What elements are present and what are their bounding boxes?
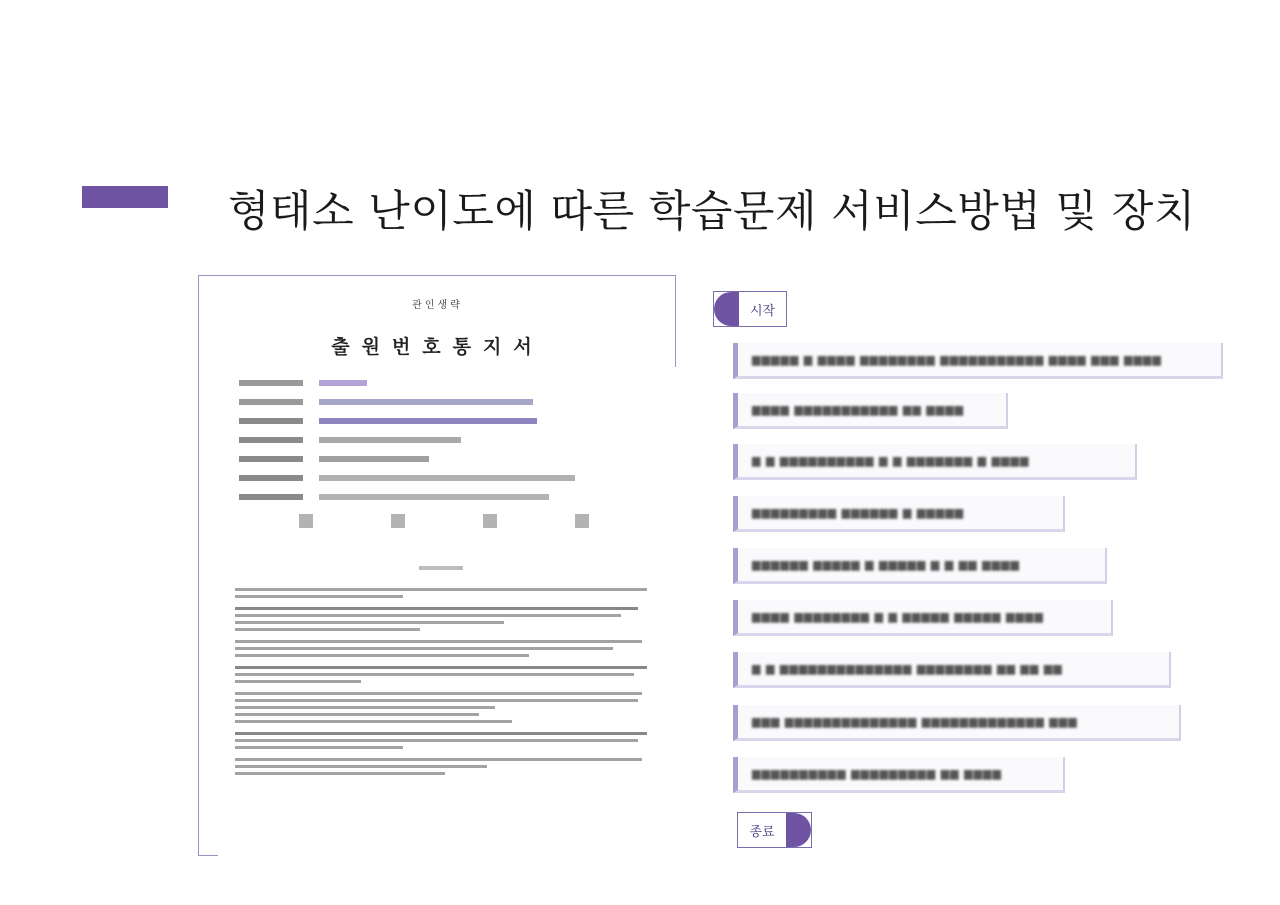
flowchart-end-label: 종료: [749, 824, 775, 840]
document-border: [675, 275, 676, 367]
patent-notice-document: [198, 275, 676, 855]
flowchart-step-9: ▆▆▆▆▆▆▆▆▆▆ ▆▆▆▆▆▆▆▆▆ ▆▆ ▆▆▆▆: [733, 757, 1065, 793]
document-border: [198, 855, 218, 856]
flowchart-step-2: ▆▆▆▆ ▆▆▆▆▆▆▆▆▆▆▆ ▆▆ ▆▆▆▆: [733, 393, 1008, 429]
document-seal-note: 관인생략: [412, 300, 463, 311]
flowchart-step-8: ▆▆▆ ▆▆▆▆▆▆▆▆▆▆▆▆▆▆ ▆▆▆▆▆▆▆▆▆▆▆▆▆ ▆▆▆: [733, 705, 1181, 741]
flowchart-step-1: ▆▆▆▆▆ ▆ ▆▆▆▆ ▆▆▆▆▆▆▆▆ ▆▆▆▆▆▆▆▆▆▆▆ ▆▆▆▆ ▆▆▆ ▆▆▆▆: [733, 343, 1223, 379]
document-field-row: [239, 374, 599, 391]
flowchart-step-5: ▆▆▆▆▆▆ ▆▆▆▆▆ ▆ ▆▆▆▆▆ ▆ ▆ ▆▆ ▆▆▆▆: [733, 548, 1107, 584]
terminal-cap: [714, 292, 739, 326]
title-accent-bar: [82, 186, 168, 208]
flowchart-step-7: ▆ ▆ ▆▆▆▆▆▆▆▆▆▆▆▆▆▆ ▆▆▆▆▆▆▆▆ ▆▆ ▆▆ ▆▆: [733, 652, 1171, 688]
document-fields: [239, 374, 599, 507]
document-field-row: [239, 393, 599, 410]
document-stamp-mark: [575, 514, 589, 528]
slide-title: 형태소 난이도에 따른 학습문제 서비스방법 및 장치: [228, 187, 1196, 237]
flowchart-start-label: 시작: [749, 303, 776, 319]
document-body-text: [235, 588, 655, 784]
document-field-row: [239, 469, 599, 486]
document-field-row: [239, 488, 599, 505]
flowchart-start-terminal: [713, 291, 787, 327]
flowchart-step-3: ▆ ▆ ▆▆▆▆▆▆▆▆▆▆ ▆ ▆ ▆▆▆▆▆▆▆ ▆ ▆▆▆▆: [733, 444, 1137, 480]
flowchart-step-4: ▆▆▆▆▆▆▆▆▆ ▆▆▆▆▆▆ ▆ ▆▆▆▆▆: [733, 496, 1065, 532]
flowchart-step-6: ▆▆▆▆ ▆▆▆▆▆▆▆▆ ▆ ▆ ▆▆▆▆▆ ▆▆▆▆▆ ▆▆▆▆: [733, 600, 1113, 636]
document-field-row: [239, 412, 599, 429]
document-field-row: [239, 431, 599, 448]
document-title: 출원번호통지서: [331, 336, 544, 358]
flowchart-end-terminal: [737, 812, 812, 848]
document-date: [419, 566, 463, 570]
terminal-cap: [786, 813, 811, 847]
document-stamp-mark: [299, 514, 313, 528]
document-field-row: [239, 450, 599, 467]
document-stamp-mark: [391, 514, 405, 528]
document-stamp-row: [299, 514, 589, 528]
document-stamp-mark: [483, 514, 497, 528]
